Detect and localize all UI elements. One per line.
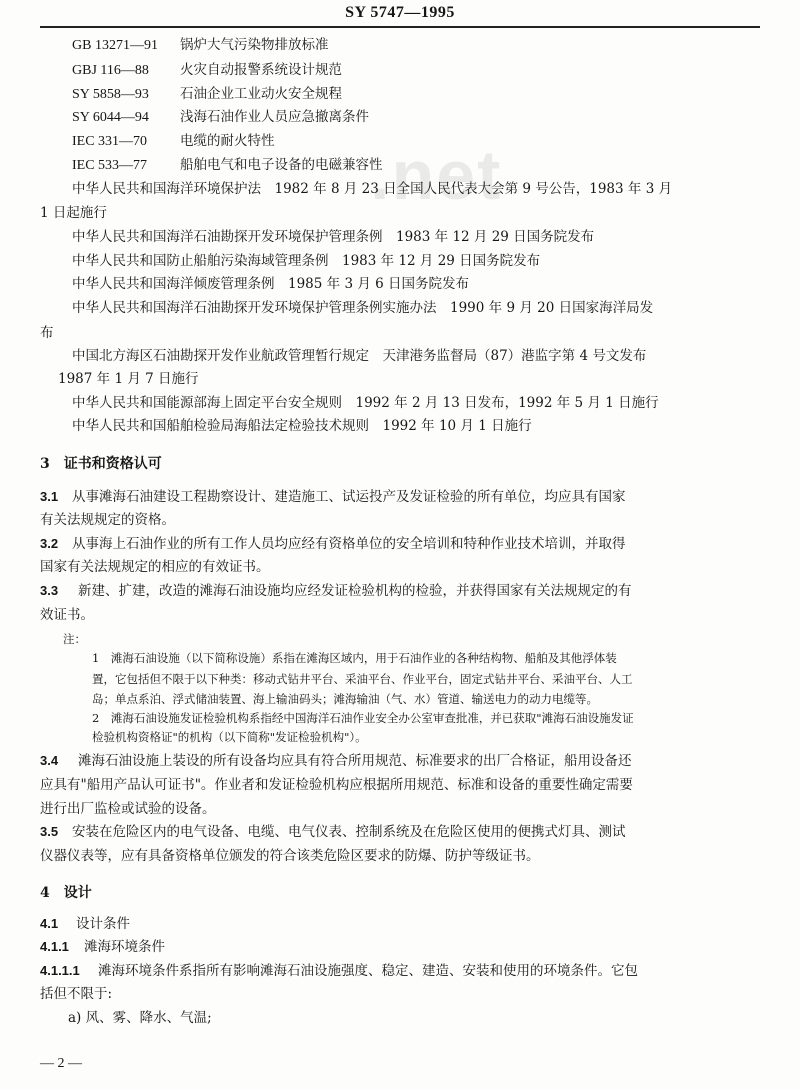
regulation-line: 布 [40, 325, 54, 341]
standard-title: 电缆的耐火特性 [180, 133, 275, 149]
standard-title: 火灾自动报警系统设计规范 [180, 62, 342, 78]
clause-text: 从事滩海石油建设工程勘察设计、建造施工、试运投产及发证检验的所有单位，均应具有国家 [72, 489, 626, 505]
clause-text: 滩海石油设施上装设的所有设备均应具有符合所用规范、标准要求的出厂合格证，船用设备还 [78, 753, 632, 769]
regulation-line: 1 日起施行 [40, 205, 107, 221]
standard-code: IEC 331—70 [72, 134, 148, 149]
clause-3-4 [40, 752, 632, 770]
clause-text: 安装在危险区内的电气设备、电缆、电气仪表、控制系统及在危险区使用的便携式灯具、测试 [72, 824, 626, 840]
regulation-line: 中华人民共和国海洋石油勘探开发环境保护管理条例 1983 年 12 月 29 日国务院发布 [72, 229, 595, 245]
standard-ref-item [72, 61, 342, 80]
clause-number: 3.3 [40, 583, 59, 598]
note-line: 1 滩海石油设施（以下简称设施）系指在滩海区域内，用于石油作业的各种结构物、船舶及其他浮体装 [92, 651, 617, 665]
note-line: 检验机构资格证"的机构（以下简称"发证检验机构"）。 [92, 730, 367, 744]
clause-text: 滩海环境条件系指所有影响滩海石油设施强度、稳定、建造、安装和使用的环境条件。它包 [98, 963, 638, 979]
regulation-line: 中国北方海区石油勘探开发作业航政管理暂行规定 天津港务监督局（87）港监字第 4 号文发布 [72, 348, 647, 364]
clause-text: 新建、扩建，改造的滩海石油设施均应经发证检验机构的检验，并获得国家有关法规规定的有 [78, 583, 632, 599]
subsection-title: 滩海环境条件 [84, 939, 165, 955]
regulation-line: 中华人民共和国海洋倾废管理条例 1985 年 3 月 6 日国务院发布 [72, 276, 469, 292]
standard-code: GBJ 116—88 [72, 63, 149, 78]
subsection-title: 设计条件 [76, 916, 130, 932]
list-item: a) 风、雾、降水、气温; [68, 1010, 212, 1026]
regulation-line: 1987 年 1 月 7 日施行 [58, 371, 199, 387]
clause-number: 4.1.1.1 [40, 963, 80, 978]
section-heading: 3 证书和资格认可 [40, 456, 162, 472]
standard-number-header: SY 5747—1995 [345, 4, 455, 21]
note-line: 岛；单点系泊、浮式储油装置、海上输油码头；滩海输油（气、水）管道、输送电力的动力电缆等。 [92, 692, 598, 706]
standard-ref-item [72, 156, 383, 175]
standard-code: IEC 533—77 [72, 158, 148, 173]
regulation-line: 中华人民共和国海洋环境保护法 1982 年 8 月 23 日全国人民代表大会第 9 号公告，1983 年 3 月 [72, 181, 673, 197]
clause-3-1 [40, 488, 626, 506]
regulation-line: 中华人民共和国防止船舶污染海域管理条例 1983 年 12 月 29 日国务院发布 [72, 253, 541, 269]
standard-code: GB 13271—91 [72, 38, 158, 53]
standard-ref-item [72, 108, 369, 127]
clause-text-cont: 括但不限于: [40, 986, 113, 1002]
regulation-line: 中华人民共和国海洋石油勘探开发环境保护管理条例实施办法 1990 年 9 月 20 日国家海洋局发 [72, 300, 654, 316]
clause-number: 3.4 [40, 753, 59, 768]
standard-ref-item [72, 85, 342, 104]
clause-text-cont: 国家有关法规规定的相应的有效证书。 [40, 559, 270, 575]
standard-title: 船舶电气和电子设备的电磁兼容性 [180, 157, 383, 173]
clause-text-cont: 应具有"船用产品认可证书"。作业者和发证检验机构应根据所用规范、标准和设备的重要性确定需要 [40, 777, 633, 793]
note-line: 置，它包括但不限于以下种类：移动式钻井平台、采油平台、作业平台，固定式钻井平台、采油平台、人工 [92, 672, 633, 686]
header-rule [40, 26, 760, 28]
clause-number: 3.5 [40, 824, 59, 839]
clause-3-2 [40, 535, 626, 553]
standard-title: 石油企业工业动火安全规程 [180, 86, 342, 102]
clause-number: 4.1 [40, 916, 59, 931]
clause-3-3 [40, 582, 632, 600]
standard-ref-item [72, 132, 275, 151]
clause-number: 3.1 [40, 489, 59, 504]
standard-ref-item [72, 36, 329, 55]
watermark-logo: .net [370, 136, 503, 214]
clause-text-cont: 有关法规规定的资格。 [40, 512, 175, 528]
standard-title: 浅海石油作业人员应急撤离条件 [180, 109, 369, 125]
regulation-line: 中华人民共和国能源部海上固定平台安全规则 1992 年 2 月 13 日发布，1992 年 5 月 1 日施行 [72, 395, 659, 411]
subsection-4-1 [40, 915, 130, 933]
standard-code: SY 5858—93 [72, 87, 149, 102]
clause-number: 3.2 [40, 536, 59, 551]
clause-3-5 [40, 823, 626, 841]
clause-text-cont: 仪器仪表等，应有具备资格单位颁发的符合该类危险区要求的防爆、防护等级证书。 [40, 848, 540, 864]
standard-code: SY 6044—94 [72, 110, 149, 125]
section-heading: 4 设计 [40, 885, 92, 901]
regulation-line: 中华人民共和国船舶检验局海船法定检验技术规则 1992 年 10 月 1 日施行 [72, 418, 532, 434]
note-label: 注： [63, 632, 86, 646]
clause-number: 4.1.1 [40, 939, 69, 954]
subsection-4-1-1 [40, 938, 165, 956]
note-line: 2 滩海石油设施发证检验机构系指经中国海洋石油作业安全办公室审查批准，并已获取"滩海石油设施发证 [92, 711, 634, 725]
standard-title: 锅炉大气污染物排放标准 [180, 37, 329, 53]
clause-text-cont: 进行出厂监检或试验的设备。 [40, 801, 216, 817]
page-number: — 2 — [40, 1056, 82, 1071]
clause-4-1-1-1 [40, 962, 638, 980]
clause-text: 从事海上石油作业的所有工作人员均应经有资格单位的安全培训和特种作业技术培训，并取得 [72, 536, 626, 552]
clause-text-cont: 效证书。 [40, 607, 94, 623]
